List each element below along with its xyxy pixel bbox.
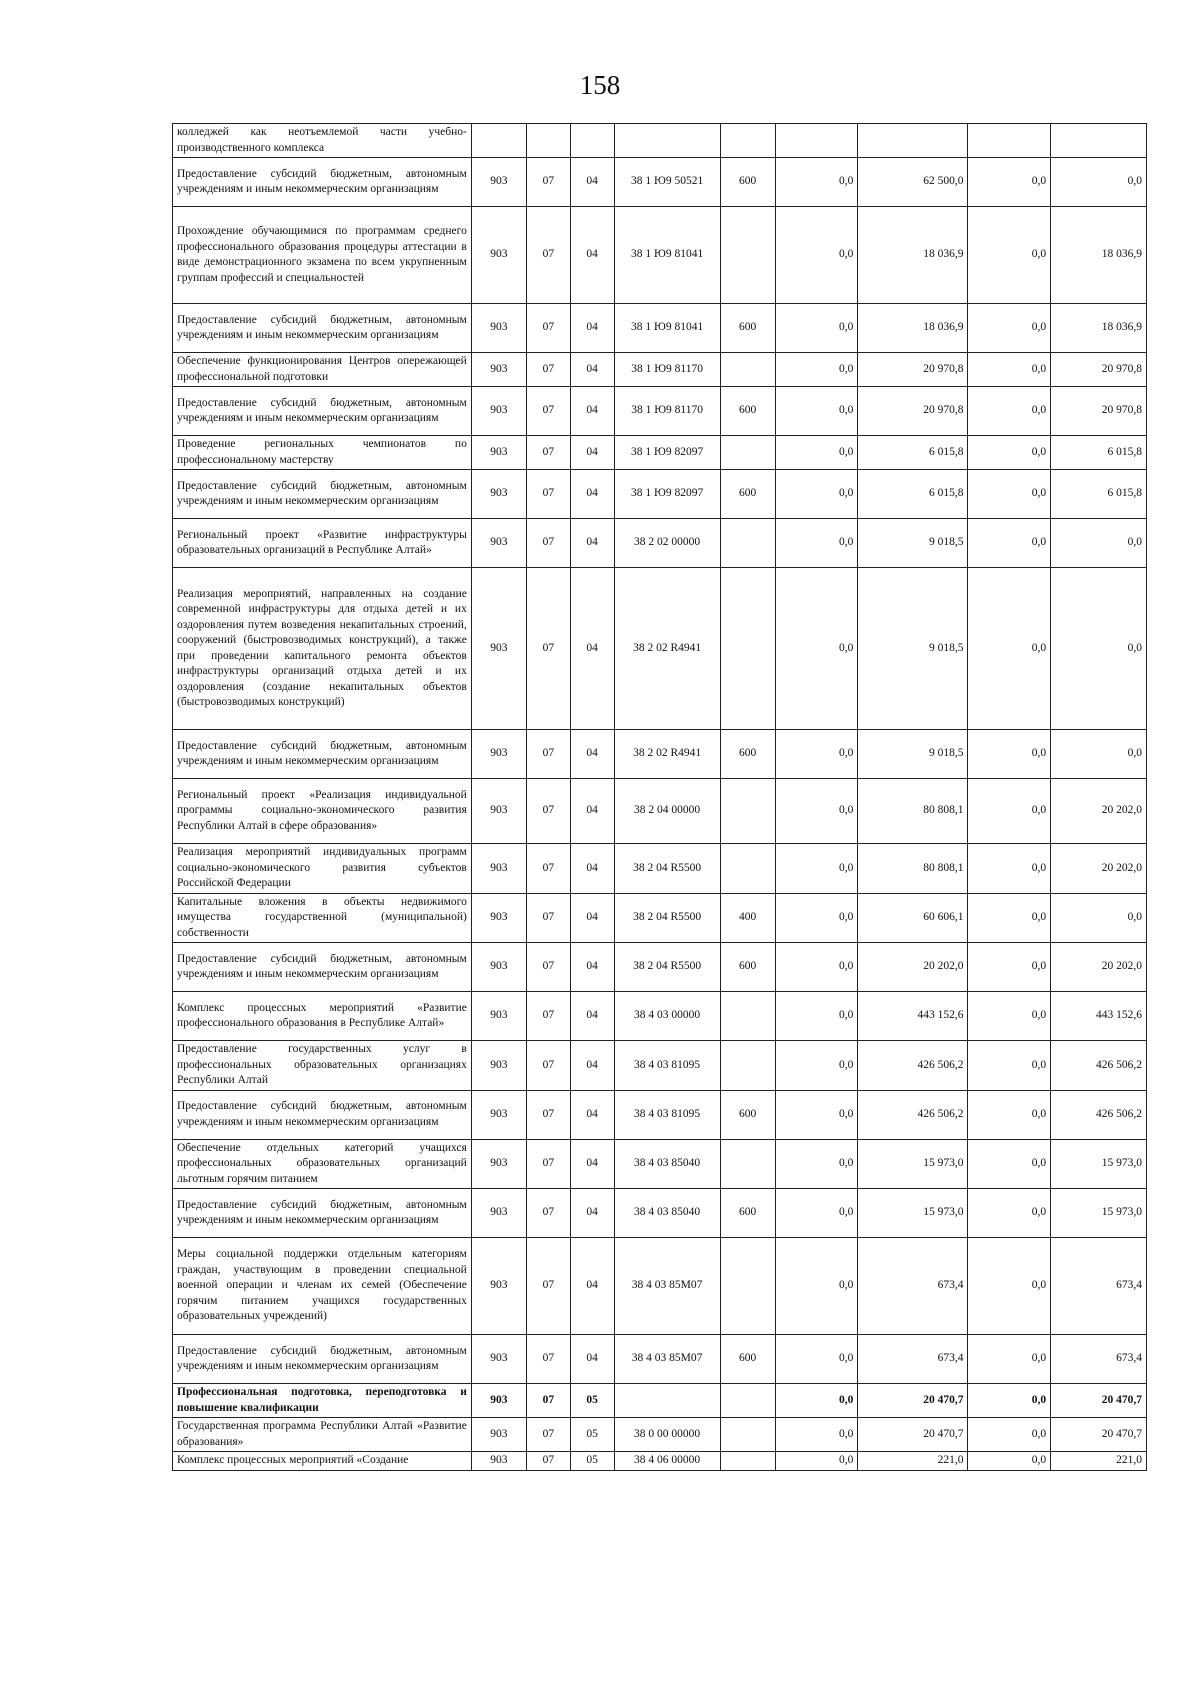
- amount-col-2: 20 202,0: [858, 943, 968, 992]
- table-row: [173, 158, 1147, 207]
- subsection-code: 04: [570, 387, 614, 436]
- amount-col-2: 9 018,5: [858, 730, 968, 779]
- amount-col-2: 18 036,9: [858, 207, 968, 304]
- amount-col-1: 0,0: [775, 158, 858, 207]
- row-name: Предоставление субсидий бюджетным, автономным учреждениям и иным некоммерческим организациям: [173, 943, 472, 992]
- expense-type-code: 600: [720, 158, 775, 207]
- amount-col-4: 20 970,8: [1051, 353, 1147, 387]
- amount-col-4: 15 973,0: [1051, 1139, 1147, 1189]
- row-name: Предоставление субсидий бюджетным, автономным учреждениям и иным некоммерческим организациям: [173, 470, 472, 519]
- expense-type-code: [720, 1238, 775, 1335]
- amount-col-3: 0,0: [968, 1335, 1051, 1384]
- amount-col-3: 0,0: [968, 436, 1051, 470]
- amount-col-2: 20 970,8: [858, 387, 968, 436]
- amount-col-1: 0,0: [775, 568, 858, 730]
- amount-col-3: 0,0: [968, 207, 1051, 304]
- target-article-code: 38 2 02 R4941: [614, 568, 720, 730]
- ministry-code: 903: [471, 893, 526, 943]
- amount-col-1: 0,0: [775, 1418, 858, 1452]
- target-article-code: 38 1 Ю9 82097: [614, 436, 720, 470]
- section-code: 07: [526, 158, 570, 207]
- table-row: [173, 207, 1147, 304]
- expense-type-code: 600: [720, 730, 775, 779]
- amount-col-3: 0,0: [968, 1189, 1051, 1238]
- row-name: Предоставление государственных услуг в профессиональных образовательных организациях Республики Алтай: [173, 1041, 472, 1091]
- expense-type-code: [720, 992, 775, 1041]
- table-row: [173, 470, 1147, 519]
- row-name: Реализация мероприятий индивидуальных программ социально-экономического развития субъектов Российской Федерации: [173, 844, 472, 894]
- amount-col-1: 0,0: [775, 1189, 858, 1238]
- amount-col-1: 0,0: [775, 1335, 858, 1384]
- amount-col-2: 6 015,8: [858, 470, 968, 519]
- section-code: 07: [526, 470, 570, 519]
- target-article-code: 38 4 03 85040: [614, 1139, 720, 1189]
- target-article-code: 38 0 00 00000: [614, 1418, 720, 1452]
- amount-col-4: 20 202,0: [1051, 779, 1147, 844]
- subsection-code: 04: [570, 1139, 614, 1189]
- amount-col-4: 0,0: [1051, 730, 1147, 779]
- amount-col-3: 0,0: [968, 893, 1051, 943]
- amount-col-3: 0,0: [968, 353, 1051, 387]
- subsection-code: 05: [570, 1418, 614, 1452]
- target-article-code: 38 2 04 R5500: [614, 893, 720, 943]
- amount-col-4: 20 202,0: [1051, 943, 1147, 992]
- row-name: Предоставление субсидий бюджетным, автономным учреждениям и иным некоммерческим организациям: [173, 1335, 472, 1384]
- amount-col-3: 0,0: [968, 387, 1051, 436]
- table-row: [173, 779, 1147, 844]
- expense-type-code: [720, 124, 775, 158]
- amount-col-2: 62 500,0: [858, 158, 968, 207]
- section-code: 07: [526, 779, 570, 844]
- amount-col-1: 0,0: [775, 353, 858, 387]
- amount-col-1: 0,0: [775, 1139, 858, 1189]
- amount-col-4: 426 506,2: [1051, 1090, 1147, 1139]
- row-name: Профессиональная подготовка, переподготовка и повышение квалификации: [173, 1384, 472, 1418]
- amount-col-3: 0,0: [968, 1139, 1051, 1189]
- budget-table: [172, 123, 1147, 1471]
- ministry-code: 903: [471, 568, 526, 730]
- row-name: Капитальные вложения в объекты недвижимого имущества государственной (муниципальной) собственности: [173, 893, 472, 943]
- subsection-code: 04: [570, 519, 614, 568]
- section-code: 07: [526, 1139, 570, 1189]
- amount-col-4: 0,0: [1051, 519, 1147, 568]
- target-article-code: [614, 1384, 720, 1418]
- amount-col-1: 0,0: [775, 779, 858, 844]
- amount-col-2: 673,4: [858, 1238, 968, 1335]
- section-code: 07: [526, 1452, 570, 1471]
- subsection-code: 04: [570, 436, 614, 470]
- amount-col-4: 0,0: [1051, 568, 1147, 730]
- subsection-code: 04: [570, 1090, 614, 1139]
- amount-col-2: 443 152,6: [858, 992, 968, 1041]
- row-name: Обеспечение функционирования Центров опережающей профессиональной подготовки: [173, 353, 472, 387]
- amount-col-1: 0,0: [775, 943, 858, 992]
- amount-col-1: 0,0: [775, 1384, 858, 1418]
- amount-col-4: 6 015,8: [1051, 436, 1147, 470]
- section-code: 07: [526, 568, 570, 730]
- amount-col-4: 673,4: [1051, 1238, 1147, 1335]
- target-article-code: [614, 124, 720, 158]
- ministry-code: 903: [471, 387, 526, 436]
- amount-col-4: 18 036,9: [1051, 207, 1147, 304]
- subsection-code: 04: [570, 1335, 614, 1384]
- expense-type-code: [720, 207, 775, 304]
- target-article-code: 38 1 Ю9 50521: [614, 158, 720, 207]
- expense-type-code: [720, 1452, 775, 1471]
- target-article-code: 38 2 04 R5500: [614, 943, 720, 992]
- table-row: [173, 992, 1147, 1041]
- amount-col-4: 18 036,9: [1051, 304, 1147, 353]
- ministry-code: 903: [471, 207, 526, 304]
- expense-type-code: 600: [720, 470, 775, 519]
- expense-type-code: [720, 1041, 775, 1091]
- ministry-code: 903: [471, 519, 526, 568]
- amount-col-3: 0,0: [968, 1041, 1051, 1091]
- section-code: 07: [526, 519, 570, 568]
- amount-col-2: 426 506,2: [858, 1090, 968, 1139]
- ministry-code: 903: [471, 1384, 526, 1418]
- row-name: Предоставление субсидий бюджетным, автономным учреждениям и иным некоммерческим организациям: [173, 1189, 472, 1238]
- table-row: [173, 1090, 1147, 1139]
- amount-col-2: 18 036,9: [858, 304, 968, 353]
- expense-type-code: [720, 568, 775, 730]
- target-article-code: 38 1 Ю9 81170: [614, 387, 720, 436]
- expense-type-code: 600: [720, 304, 775, 353]
- amount-col-2: 221,0: [858, 1452, 968, 1471]
- row-name: Предоставление субсидий бюджетным, автономным учреждениям и иным некоммерческим организациям: [173, 730, 472, 779]
- amount-col-3: 0,0: [968, 1090, 1051, 1139]
- target-article-code: 38 4 03 85040: [614, 1189, 720, 1238]
- table-row: [173, 1335, 1147, 1384]
- ministry-code: 903: [471, 992, 526, 1041]
- target-article-code: 38 1 Ю9 82097: [614, 470, 720, 519]
- subsection-code: 04: [570, 943, 614, 992]
- amount-col-3: 0,0: [968, 779, 1051, 844]
- expense-type-code: 600: [720, 1335, 775, 1384]
- target-article-code: 38 4 03 85М07: [614, 1238, 720, 1335]
- expense-type-code: 600: [720, 943, 775, 992]
- expense-type-code: 600: [720, 1189, 775, 1238]
- amount-col-3: 0,0: [968, 943, 1051, 992]
- amount-col-3: 0,0: [968, 519, 1051, 568]
- subsection-code: 05: [570, 1452, 614, 1471]
- subsection-code: 04: [570, 1041, 614, 1091]
- row-name: Предоставление субсидий бюджетным, автономным учреждениям и иным некоммерческим организациям: [173, 1090, 472, 1139]
- section-code: 07: [526, 844, 570, 894]
- expense-type-code: [720, 844, 775, 894]
- row-name: Реализация мероприятий, направленных на создание современной инфраструктуры для отдыха детей и их оздоровления путем возведения некапитальных строений, сооружений (быстровозводимых конструкций), а также при проведении капитального ремонта объектов инфраструктуры организаций отдыха детей и их оздоровления (создание некапитальных объектов (быстровозводимых конструкций): [173, 568, 472, 730]
- amount-col-4: 6 015,8: [1051, 470, 1147, 519]
- subsection-code: 04: [570, 353, 614, 387]
- row-name: Прохождение обучающимися по программам среднего профессионального образования процедуры аттестации в виде демонстрационного экзамена по всем укрупненным группам профессий и специальностей: [173, 207, 472, 304]
- amount-col-3: 0,0: [968, 1238, 1051, 1335]
- ministry-code: 903: [471, 1418, 526, 1452]
- target-article-code: 38 4 03 85М07: [614, 1335, 720, 1384]
- target-article-code: 38 1 Ю9 81170: [614, 353, 720, 387]
- amount-col-2: [858, 124, 968, 158]
- subsection-code: 04: [570, 1238, 614, 1335]
- amount-col-3: [968, 124, 1051, 158]
- amount-col-2: 20 970,8: [858, 353, 968, 387]
- table-row: [173, 568, 1147, 730]
- table-row: [173, 1418, 1147, 1452]
- section-code: 07: [526, 1041, 570, 1091]
- table-row: [173, 519, 1147, 568]
- amount-col-1: 0,0: [775, 844, 858, 894]
- table-row: [173, 730, 1147, 779]
- amount-col-4: 20 202,0: [1051, 844, 1147, 894]
- amount-col-1: 0,0: [775, 1238, 858, 1335]
- section-code: 07: [526, 436, 570, 470]
- amount-col-4: 221,0: [1051, 1452, 1147, 1471]
- subsection-code: 04: [570, 568, 614, 730]
- amount-col-2: 80 808,1: [858, 779, 968, 844]
- amount-col-3: 0,0: [968, 1418, 1051, 1452]
- amount-col-3: 0,0: [968, 304, 1051, 353]
- amount-col-2: 20 470,7: [858, 1384, 968, 1418]
- section-code: 07: [526, 1090, 570, 1139]
- section-code: 07: [526, 1418, 570, 1452]
- amount-col-2: 9 018,5: [858, 519, 968, 568]
- row-name: Государственная программа Республики Алтай «Развитие образования»: [173, 1418, 472, 1452]
- amount-col-3: 0,0: [968, 568, 1051, 730]
- expense-type-code: [720, 353, 775, 387]
- amount-col-4: [1051, 124, 1147, 158]
- table-row: [173, 893, 1147, 943]
- section-code: 07: [526, 943, 570, 992]
- table-row: [173, 943, 1147, 992]
- ministry-code: 903: [471, 1090, 526, 1139]
- target-article-code: 38 4 03 81095: [614, 1090, 720, 1139]
- section-code: 07: [526, 353, 570, 387]
- target-article-code: 38 4 03 00000: [614, 992, 720, 1041]
- amount-col-3: 0,0: [968, 470, 1051, 519]
- subsection-code: 04: [570, 207, 614, 304]
- amount-col-1: 0,0: [775, 1090, 858, 1139]
- amount-col-1: 0,0: [775, 207, 858, 304]
- amount-col-1: 0,0: [775, 304, 858, 353]
- row-name: Комплекс процессных мероприятий «Создание: [173, 1452, 472, 1471]
- table-row: [173, 436, 1147, 470]
- table-row: [173, 1041, 1147, 1091]
- amount-col-3: 0,0: [968, 992, 1051, 1041]
- page-number: 158: [579, 70, 621, 100]
- expense-type-code: [720, 1418, 775, 1452]
- row-name: колледжей как неотъемлемой части учебно-производственного комплекса: [173, 124, 472, 158]
- expense-type-code: [720, 436, 775, 470]
- subsection-code: 04: [570, 304, 614, 353]
- subsection-code: 04: [570, 844, 614, 894]
- amount-col-1: 0,0: [775, 1041, 858, 1091]
- row-name: Проведение региональных чемпионатов по профессиональному мастерству: [173, 436, 472, 470]
- subsection-code: [570, 124, 614, 158]
- amount-col-3: 0,0: [968, 730, 1051, 779]
- amount-col-4: 20 470,7: [1051, 1418, 1147, 1452]
- expense-type-code: [720, 1139, 775, 1189]
- expense-type-code: 600: [720, 387, 775, 436]
- amount-col-2: 9 018,5: [858, 568, 968, 730]
- subsection-code: 04: [570, 779, 614, 844]
- ministry-code: 903: [471, 353, 526, 387]
- amount-col-4: 443 152,6: [1051, 992, 1147, 1041]
- table-body: [173, 124, 1147, 1471]
- row-name: Обеспечение отдельных категорий учащихся профессиональных образовательных организаций льготным горячим питанием: [173, 1139, 472, 1189]
- table-row: [173, 844, 1147, 894]
- ministry-code: 903: [471, 844, 526, 894]
- target-article-code: 38 4 03 81095: [614, 1041, 720, 1091]
- amount-col-4: 426 506,2: [1051, 1041, 1147, 1091]
- table-row: [173, 353, 1147, 387]
- expense-type-code: 600: [720, 1090, 775, 1139]
- subsection-code: 04: [570, 1189, 614, 1238]
- subsection-code: 04: [570, 158, 614, 207]
- table-row: [173, 1139, 1147, 1189]
- section-code: [526, 124, 570, 158]
- amount-col-3: 0,0: [968, 1384, 1051, 1418]
- row-name: Комплекс процессных мероприятий «Развитие профессионального образования в Республике Алтай»: [173, 992, 472, 1041]
- expense-type-code: [720, 519, 775, 568]
- amount-col-1: 0,0: [775, 1452, 858, 1471]
- target-article-code: 38 2 04 R5500: [614, 844, 720, 894]
- section-code: 07: [526, 730, 570, 779]
- table-row: [173, 387, 1147, 436]
- row-name: Предоставление субсидий бюджетным, автономным учреждениям и иным некоммерческим организациям: [173, 387, 472, 436]
- table-row: [173, 124, 1147, 158]
- amount-col-1: 0,0: [775, 470, 858, 519]
- amount-col-2: 80 808,1: [858, 844, 968, 894]
- ministry-code: 903: [471, 1139, 526, 1189]
- amount-col-1: 0,0: [775, 730, 858, 779]
- amount-col-3: 0,0: [968, 844, 1051, 894]
- section-code: 07: [526, 304, 570, 353]
- amount-col-2: 15 973,0: [858, 1189, 968, 1238]
- expense-type-code: 400: [720, 893, 775, 943]
- ministry-code: 903: [471, 730, 526, 779]
- section-code: 07: [526, 992, 570, 1041]
- amount-col-4: 0,0: [1051, 158, 1147, 207]
- section-code: 07: [526, 207, 570, 304]
- table-row: [173, 1238, 1147, 1335]
- amount-col-2: 6 015,8: [858, 436, 968, 470]
- amount-col-2: 15 973,0: [858, 1139, 968, 1189]
- table-row: [173, 1384, 1147, 1418]
- target-article-code: 38 1 Ю9 81041: [614, 207, 720, 304]
- amount-col-1: [775, 124, 858, 158]
- subsection-code: 04: [570, 730, 614, 779]
- amount-col-2: 426 506,2: [858, 1041, 968, 1091]
- ministry-code: 903: [471, 779, 526, 844]
- amount-col-1: 0,0: [775, 893, 858, 943]
- ministry-code: 903: [471, 1452, 526, 1471]
- amount-col-3: 0,0: [968, 158, 1051, 207]
- row-name: Региональный проект «Развитие инфраструктуры образовательных организаций в Республике Алтай»: [173, 519, 472, 568]
- ministry-code: [471, 124, 526, 158]
- section-code: 07: [526, 1335, 570, 1384]
- amount-col-2: 20 470,7: [858, 1418, 968, 1452]
- row-name: Предоставление субсидий бюджетным, автономным учреждениям и иным некоммерческим организациям: [173, 158, 472, 207]
- row-name: Меры социальной поддержки отдельным категориям граждан, участвующим в проведении специальной военной операции и членам их семей (Обеспечение горячим питанием учащихся государственных образовательных учреждений): [173, 1238, 472, 1335]
- section-code: 07: [526, 893, 570, 943]
- amount-col-4: 673,4: [1051, 1335, 1147, 1384]
- section-code: 07: [526, 387, 570, 436]
- section-code: 07: [526, 1384, 570, 1418]
- amount-col-1: 0,0: [775, 519, 858, 568]
- section-code: 07: [526, 1189, 570, 1238]
- expense-type-code: [720, 779, 775, 844]
- target-article-code: 38 2 02 R4941: [614, 730, 720, 779]
- ministry-code: 903: [471, 1335, 526, 1384]
- ministry-code: 903: [471, 304, 526, 353]
- ministry-code: 903: [471, 470, 526, 519]
- ministry-code: 903: [471, 1041, 526, 1091]
- subsection-code: 04: [570, 992, 614, 1041]
- subsection-code: 04: [570, 893, 614, 943]
- ministry-code: 903: [471, 1238, 526, 1335]
- target-article-code: 38 2 02 00000: [614, 519, 720, 568]
- subsection-code: 05: [570, 1384, 614, 1418]
- table-row: [173, 1189, 1147, 1238]
- amount-col-4: 15 973,0: [1051, 1189, 1147, 1238]
- section-code: 07: [526, 1238, 570, 1335]
- row-name: Региональный проект «Реализация индивидуальной программы социально-экономического развития Республики Алтай в сфере образования»: [173, 779, 472, 844]
- amount-col-3: 0,0: [968, 1452, 1051, 1471]
- target-article-code: 38 2 04 00000: [614, 779, 720, 844]
- table-row: [173, 304, 1147, 353]
- expense-type-code: [720, 1384, 775, 1418]
- target-article-code: 38 1 Ю9 81041: [614, 304, 720, 353]
- target-article-code: 38 4 06 00000: [614, 1452, 720, 1471]
- amount-col-1: 0,0: [775, 387, 858, 436]
- ministry-code: 903: [471, 1189, 526, 1238]
- amount-col-4: 20 470,7: [1051, 1384, 1147, 1418]
- amount-col-4: 20 970,8: [1051, 387, 1147, 436]
- amount-col-2: 60 606,1: [858, 893, 968, 943]
- ministry-code: 903: [471, 943, 526, 992]
- table-row: [173, 1452, 1147, 1471]
- subsection-code: 04: [570, 470, 614, 519]
- ministry-code: 903: [471, 158, 526, 207]
- row-name: Предоставление субсидий бюджетным, автономным учреждениям и иным некоммерческим организациям: [173, 304, 472, 353]
- amount-col-1: 0,0: [775, 992, 858, 1041]
- ministry-code: 903: [471, 436, 526, 470]
- amount-col-4: 0,0: [1051, 893, 1147, 943]
- amount-col-1: 0,0: [775, 436, 858, 470]
- amount-col-2: 673,4: [858, 1335, 968, 1384]
